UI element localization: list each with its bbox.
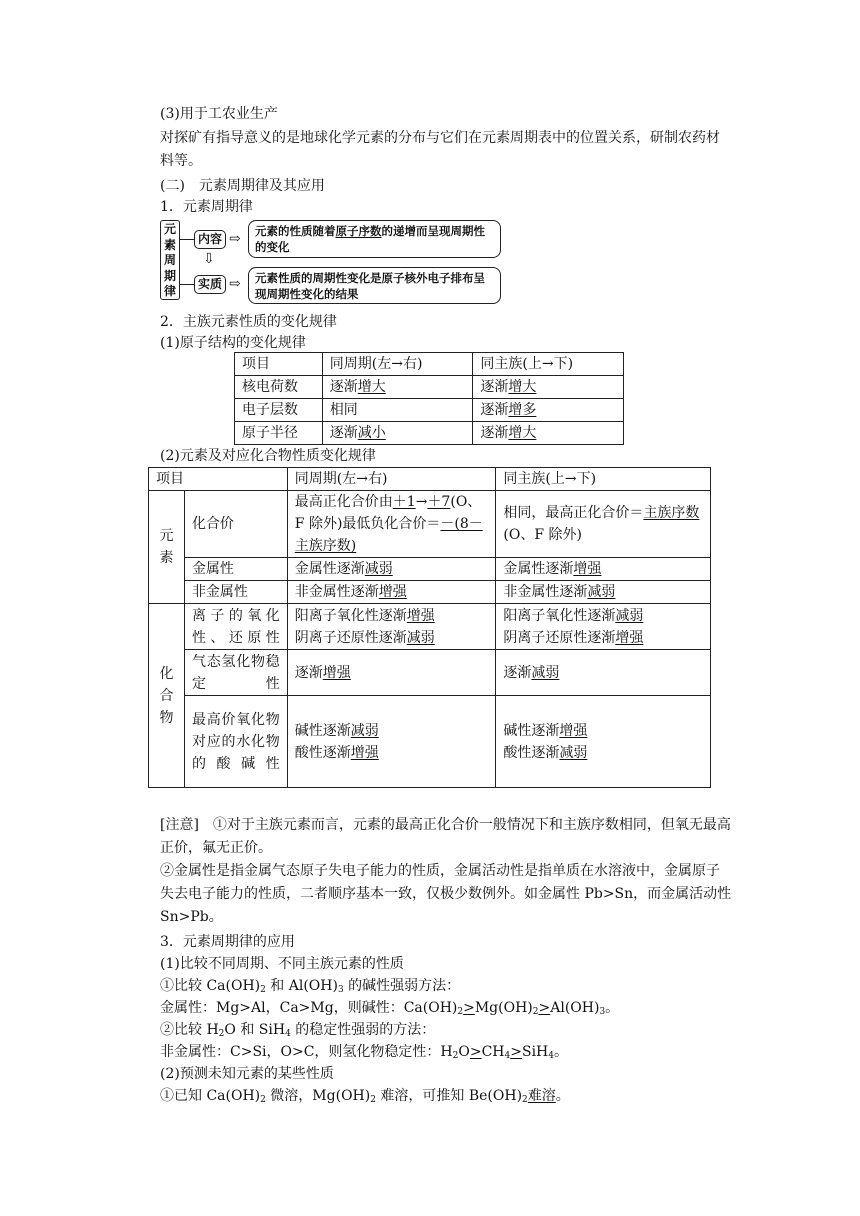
note-1: [注意] ①对于主族元素而言，元素的最高正化合价一般情况下和主族序数相同，但氧无最高正价，氟无正价。 — [160, 817, 731, 856]
table-header-row: 项目 同周期(左→右) 同主族(上→下) — [235, 353, 624, 376]
subsection-main-group: 2．主族元素性质的变化规律 — [160, 314, 337, 330]
app-line-2: ①比较 $Ca(OH)_2$ 和 $Al(OH)_3$ 的碱性强弱方法： — [160, 978, 461, 995]
section-title: (二) 元素周期律及其应用 — [160, 178, 325, 194]
table-row: 元素 化合价 最高正化合价由＋1→＋7(O、F 除外)最低负化合价＝－(8－主族序数) 相同，最高正化合价＝主族序数(O、F 除外) — [149, 491, 711, 558]
content-box: 元素的性质随着原子序数的递增而呈现周期性的变化 — [248, 220, 501, 258]
essence-box: 元素性质的周期性变化是原子核外电子排布呈现周期性变化的结果 — [248, 267, 501, 304]
table-row: 核电荷数 逐渐增大 逐渐增大 — [235, 376, 624, 399]
subsection-compound-properties: (2)元素及对应化合物性质变化规律 — [160, 448, 376, 464]
diagram-side-label: 元 素 周 期 律 — [160, 220, 180, 300]
app-line-3: 金属性：Mg>Al，Ca>Mg，则碱性：$Ca(OH)_2>Mg(OH)_2>Al(OH)_3$。 — [160, 1000, 620, 1017]
table-row: 金属性 金属性逐渐减弱 金属性逐渐增强 — [149, 558, 711, 581]
table-row: 电子层数 相同 逐渐增多 — [235, 399, 624, 422]
subsection-atomic-structure: (1)原子结构的变化规律 — [160, 335, 306, 351]
arrow-right-icon: ⇨ — [229, 231, 241, 247]
element-properties-table — [148, 467, 711, 788]
app-line-7: ①已知 $Ca(OH)_2$ 微溶，$Mg(OH)_2$ 难溶，可推知 $Be(OH)_2$难溶。 — [160, 1088, 570, 1105]
intro-heading: (3)用于工农业生产 — [160, 106, 278, 122]
table-row: 非金属性 非金属性逐渐增强 非金属性逐渐减弱 — [149, 581, 711, 604]
app-line-5: 非金属性：C>Si，O>C，则氢化物稳定性：$H_2O>CH_4>SiH_4$。 — [160, 1044, 568, 1061]
subsection-application: 3．元素周期律的应用 — [160, 934, 295, 950]
subsection-periodic-law: 1．元素周期律 — [160, 199, 253, 215]
arrow-right-icon: ⇨ — [229, 276, 241, 292]
table-row: 化合物 离子的氧化性、还原性 阳离子氧化性逐渐增强 阴离子还原性逐渐减弱 阳离子氧化性逐渐减弱 阴离子还原性逐渐增强 — [149, 604, 711, 650]
periodic-law-diagram — [160, 216, 505, 306]
content-tag: 内容 — [194, 230, 226, 249]
table-row: 气态氢化物稳定性 逐渐增强 逐渐减弱 — [149, 650, 711, 696]
table-header-row: 项目 同周期(左→右) 同主族(上→下) — [149, 468, 711, 491]
app-line-4: ②比较 $H_2O$ 和 SiH$_4$ 的稳定性强弱的方法： — [160, 1022, 436, 1039]
compound-group-label: 化合物 — [149, 604, 185, 788]
essence-tag: 实质 — [194, 275, 226, 294]
app-line-6: (2)预测未知元素的某些性质 — [160, 1066, 334, 1082]
table-row: 最高价氧化物对应的水化物的酸碱性 碱性逐渐减弱 酸性逐渐增强 碱性逐渐增强 酸性逐渐减弱 — [149, 696, 711, 788]
arrow-down-icon: ⇩ — [203, 251, 215, 267]
table-row: 原子半径 逐渐减小 逐渐增大 — [235, 422, 624, 445]
intro-paragraph: 对探矿有指导意义的是地球化学元素的分布与它们在元素周期表中的位置关系，研制农药材料等。 — [160, 130, 720, 169]
app-line-1: (1)比较不同周期、不同主族元素的性质 — [160, 956, 404, 972]
atomic-structure-table — [234, 352, 624, 445]
note-2: ②金属性是指金属气态原子失电子能力的性质，金属活动性是指单质在水溶液中，金属原子失去电子能力的性质，二者顺序基本一致，仅极少数例外。如金属性 Pb>Sn，而金属活动性 Sn>Pb。 — [160, 863, 732, 925]
element-group-label: 元素 — [149, 491, 185, 604]
